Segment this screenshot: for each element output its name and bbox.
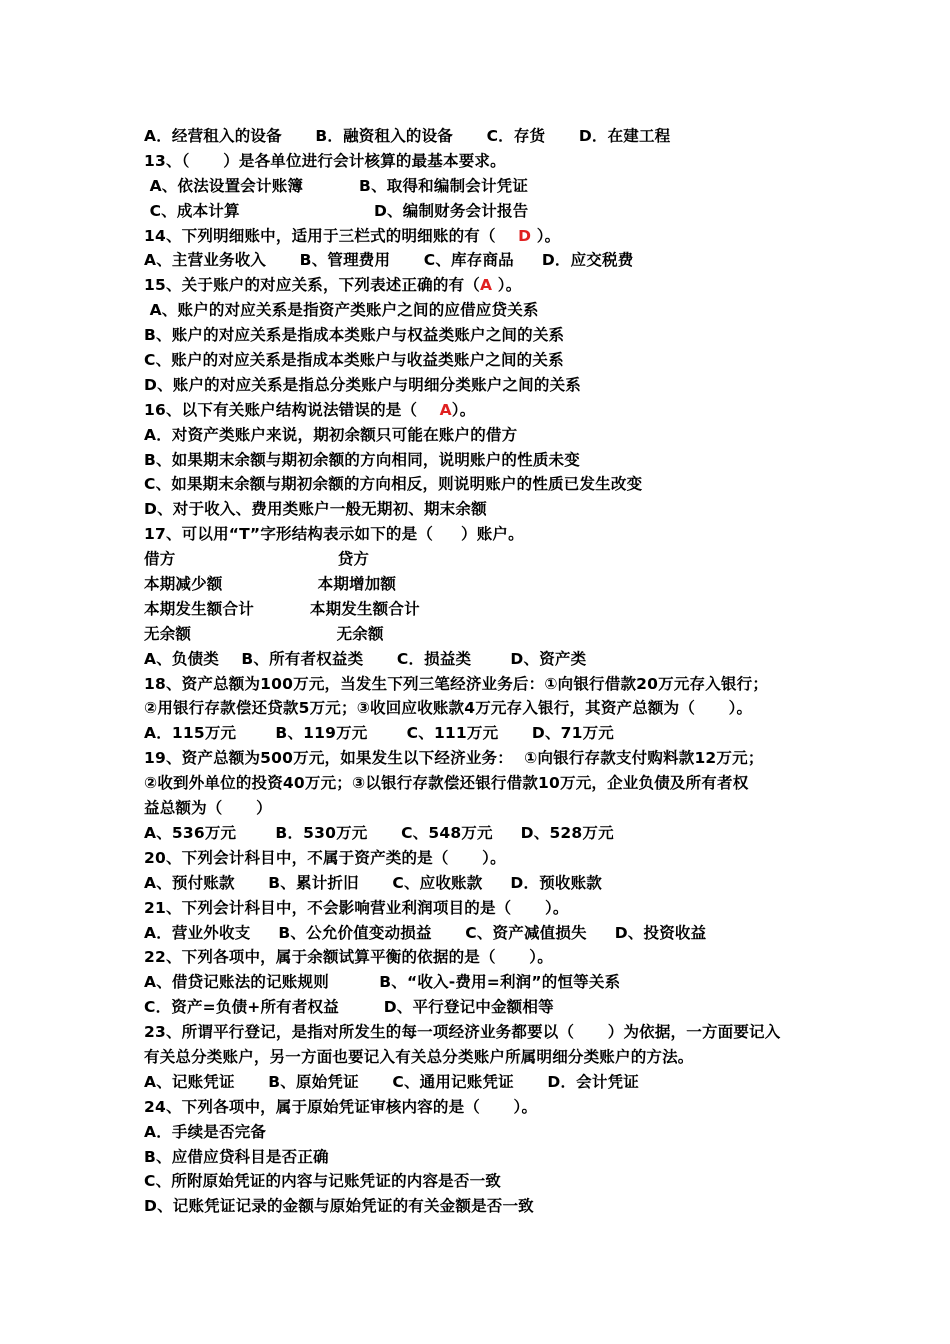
q20-options: A、预付账款 B、累计折旧 C、应收账款 D．预收账款	[144, 873, 602, 892]
q18-stem-1: 18、资产总额为100万元，当发生下列三笔经济业务后：①向银行借款20万元存入银行；	[144, 674, 769, 693]
q14-answer: D	[518, 226, 532, 245]
q15-option-a: A、账户的对应关系是指资产类账户之间的应借应贷关系	[144, 301, 539, 320]
q24-option-c: C、所附原始凭证的内容与记账凭证的内容是否一致	[144, 1172, 501, 1191]
q18-options: A．115万元 B、119万元 C、111万元 D、71万元	[144, 724, 615, 743]
document-page	[144, 124, 824, 1219]
q23-stem-1: 23、所谓平行登记，是指对所发生的每一项经济业务都要以（ ）为依据，一方面要记入	[144, 1023, 781, 1042]
q23-stem-2: 有关总分类账户，另一方面也要记入有关总分类账户所属明细分类账户的方法。	[144, 1047, 694, 1066]
q15-stem-tail: ）。	[492, 276, 522, 295]
q17-stem: 17、可以用“T”字形结构表示如下的是（ ）账户。	[144, 525, 524, 544]
q16-option-a: A．对资产类账户来说，期初余额只可能在账户的借方	[144, 425, 518, 444]
q16-option-b: B、如果期末余额与期初余额的方向相同，说明账户的性质未变	[144, 450, 580, 469]
q16-stem-text: 16、以下有关账户结构说法错误的是（	[144, 400, 440, 419]
q14-stem-tail: ）。	[531, 226, 561, 245]
q14-stem-text: 14、下列明细账中，适用于三栏式的明细账的有（	[144, 226, 519, 245]
q24-stem: 24、下列各项中，属于原始凭证审核内容的是（ ）。	[144, 1097, 538, 1116]
q19-stem-2: ②收到外单位的投资40万元；③以银行存款偿还银行借款10万元，企业负债及所有者权	[144, 774, 749, 793]
q19-stem-3: 益总额为（ ）	[144, 799, 272, 818]
t-account-row-total: 本期发生额合计 本期发生额合计	[144, 599, 420, 618]
q22-options-cd: C．资产=负债+所有者权益 D、平行登记中金额相等	[144, 998, 554, 1017]
t-account-row-balance: 无余额 无余额	[144, 624, 384, 643]
q24-option-d: D、记账凭证记录的金额与原始凭证的有关金额是否一致	[144, 1197, 534, 1216]
q22-stem: 22、下列各项中，属于余额试算平衡的依据的是（ ）。	[144, 948, 553, 967]
q19-stem-1: 19、资产总额为500万元，如果发生以下经济业务： ①向银行存款支付购料款12万元；	[144, 749, 764, 768]
q19-options: A、536万元 B．530万元 C、548万元 D、528万元	[144, 823, 614, 842]
q16-option-d: D、对于收入、费用类账户一般无期初、期末余额	[144, 500, 487, 519]
q13-options-ab: A、依法设置会计账簿 B、取得和编制会计凭证	[144, 176, 529, 195]
q15-stem-text: 15、关于账户的对应关系，下列表述正确的有（	[144, 276, 480, 295]
q24-option-a: A．手续是否完备	[144, 1122, 267, 1141]
q21-stem: 21、下列会计科目中，不会影响营业利润项目的是（ ）。	[144, 898, 569, 917]
q21-options: A．营业外收支 B、公允价值变动损益 C、资产减值损失 D、投资收益	[144, 923, 707, 942]
q18-stem-2: ②用银行存款偿还贷款5万元；③收回应收账款4万元存入银行，其资产总额为（ ）。	[144, 699, 753, 718]
q12-options: A．经营租入的设备 B．融资租入的设备 C．存货 D．在建工程	[144, 127, 671, 145]
q15-option-d: D、账户的对应关系是指总分类账户与明细分类账户之间的关系	[144, 375, 581, 394]
q13-stem: 13、（ ）是各单位进行会计核算的最基本要求。	[144, 151, 506, 170]
q16-stem-tail: ）。	[451, 400, 476, 419]
q20-stem: 20、下列会计科目中，不属于资产类的是（ ）。	[144, 848, 506, 867]
q16-stem	[144, 398, 824, 423]
q16-answer: A	[439, 400, 452, 419]
q16-option-c: C、如果期末余额与期初余额的方向相反，则说明账户的性质已发生改变	[144, 475, 643, 494]
q15-option-b: B、账户的对应关系是指成本类账户与权益类账户之间的关系	[144, 326, 565, 345]
q23-options: A、记账凭证 B、原始凭证 C、通用记账凭证 D．会计凭证	[144, 1072, 639, 1091]
q14-options: A、主营业务收入 B、管理费用 C、库存商品 D．应交税费	[144, 251, 634, 270]
q22-options-ab: A、借贷记账法的记账规则 B、“收入-费用=利润”的恒等关系	[144, 973, 621, 992]
q14-stem	[144, 224, 824, 249]
q17-options: A、负债类 B、所有者权益类 C．损益类 D、资产类	[144, 649, 587, 668]
q24-option-b: B、应借应贷科目是否正确	[144, 1147, 329, 1166]
q15-stem	[144, 273, 824, 298]
t-account-row-change: 本期减少额 本期增加额	[144, 575, 397, 594]
q15-answer: A	[479, 276, 493, 295]
q15-option-c: C、账户的对应关系是指成本类账户与收益类账户之间的关系	[144, 351, 564, 370]
q13-options-cd: C、成本计算 D、编制财务会计报告	[144, 201, 529, 220]
t-account-header: 借方 贷方	[144, 550, 370, 569]
